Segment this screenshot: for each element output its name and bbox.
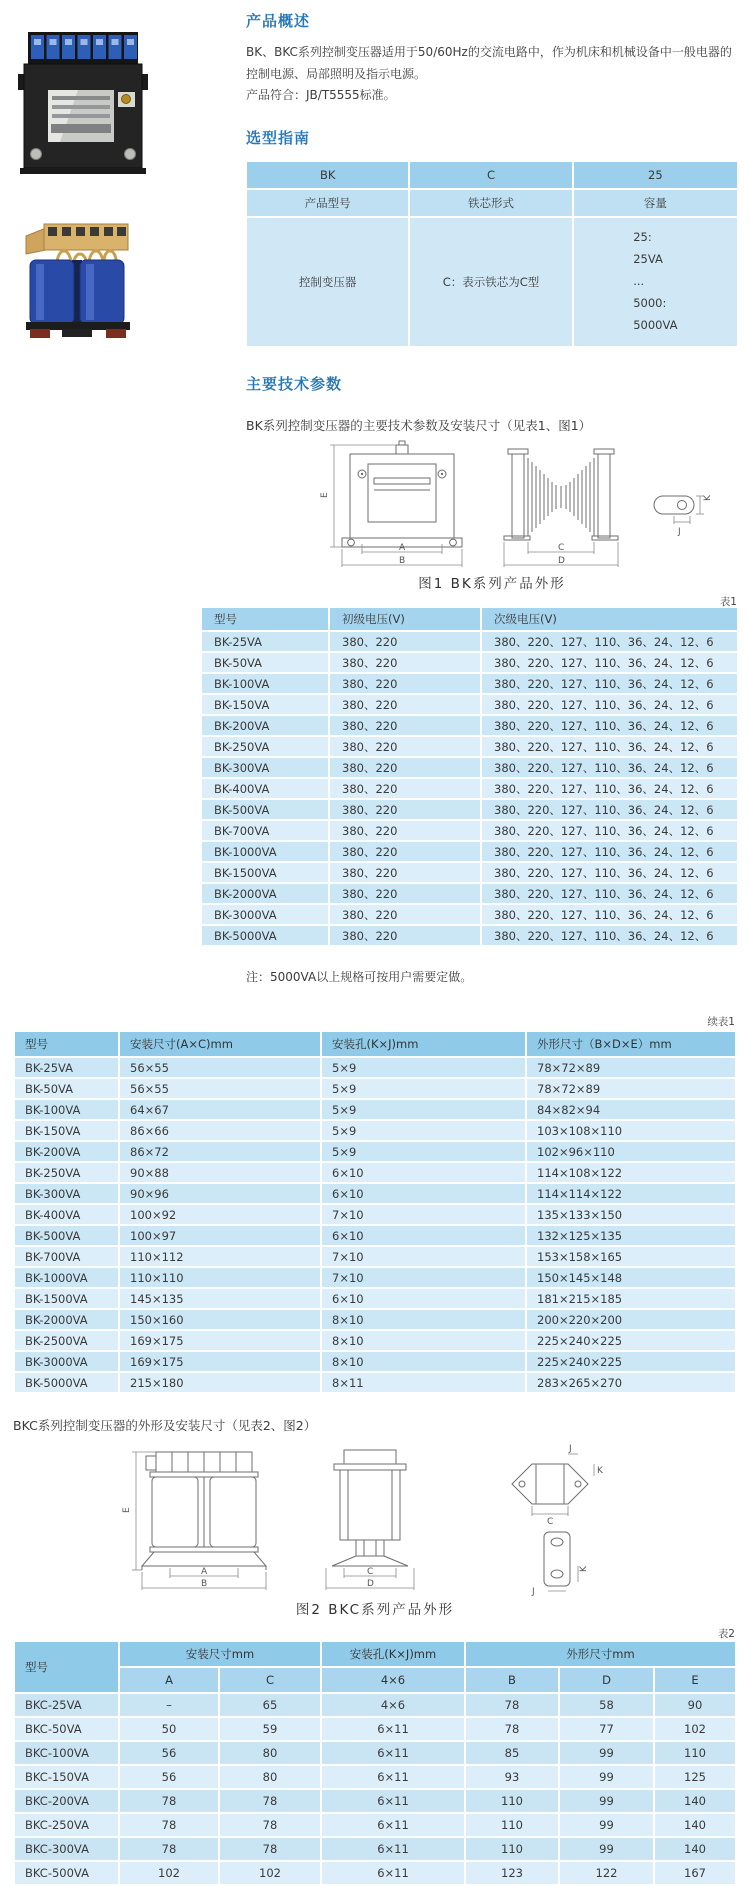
code-cell: C <box>410 162 573 188</box>
table-cell: 380、220、127、110、36、24、12、6 <box>482 863 737 882</box>
selection-label-row <box>247 190 737 216</box>
table-cell: 6×11 <box>322 1838 466 1860</box>
table-cell: BK-3000VA <box>202 905 330 924</box>
table-cell: 59 <box>220 1718 322 1740</box>
table-row <box>15 1862 735 1884</box>
table-cell: 380、220、127、110、36、24、12、6 <box>482 821 737 840</box>
table-cell: 6×10 <box>322 1289 527 1308</box>
table-cell: 7×10 <box>322 1247 527 1266</box>
table-cell: BK-700VA <box>202 821 330 840</box>
table-cell: BK-1000VA <box>202 842 330 861</box>
table-cell: BK-300VA <box>15 1184 120 1203</box>
label-cell: 铁芯形式 <box>410 190 573 216</box>
capacity-line: 5000VA <box>633 317 678 332</box>
table-cell: 90×96 <box>120 1184 322 1203</box>
table-cell: 110 <box>466 1838 560 1860</box>
table-cell: – <box>120 1694 220 1716</box>
table-cell: BK-1000VA <box>15 1268 120 1287</box>
table-cell: 380、220、127、110、36、24、12、6 <box>482 926 737 945</box>
table-cell: 380、220 <box>330 800 482 819</box>
table-cell: 140 <box>655 1838 735 1860</box>
table-cell: 6×11 <box>322 1718 466 1740</box>
table-cell: BK-100VA <box>202 674 330 693</box>
table-cell: 78×72×89 <box>527 1058 735 1077</box>
table-cell: 93 <box>466 1766 560 1788</box>
table-cell: 8×10 <box>322 1352 527 1371</box>
table-cell: 50 <box>120 1718 220 1740</box>
table-row <box>202 779 737 798</box>
table-cell: 380、220 <box>330 842 482 861</box>
table-cell: 380、220、127、110、36、24、12、6 <box>482 800 737 819</box>
table-cell: 102 <box>220 1862 322 1884</box>
bk-dimension-table <box>15 1030 735 1394</box>
table-cell: 380、220、127、110、36、24、12、6 <box>482 695 737 714</box>
table-cell: 380、220、127、110、36、24、12、6 <box>482 779 737 798</box>
table-row <box>202 884 737 903</box>
capacity-line: ... <box>633 274 645 289</box>
table-row <box>15 1205 735 1224</box>
table2-label: 表2 <box>717 1628 735 1640</box>
table-cell: 150×160 <box>120 1310 322 1329</box>
table-cell: BKC-50VA <box>15 1718 120 1740</box>
table-row <box>15 1814 735 1836</box>
table-row <box>15 1079 735 1098</box>
table-subheader-row <box>15 1668 735 1692</box>
subheader-d: D <box>560 1668 655 1692</box>
table-cell: 6×11 <box>322 1862 466 1884</box>
table-row <box>15 1742 735 1764</box>
table-cell: 80 <box>220 1742 322 1764</box>
bkc-dimension-table <box>15 1640 735 1886</box>
table-cell: 7×10 <box>322 1205 527 1224</box>
table-cell: BK-50VA <box>202 653 330 672</box>
table-row <box>15 1184 735 1203</box>
capacity-lines <box>633 227 677 336</box>
table-cell: BKC-150VA <box>15 1766 120 1788</box>
table-cell: 380、220 <box>330 632 482 651</box>
table-cell: 380、220 <box>330 695 482 714</box>
table-cell: 103×108×110 <box>527 1121 735 1140</box>
table-cell: 110 <box>466 1790 560 1812</box>
table-cell: 380、220 <box>330 674 482 693</box>
table-row <box>15 1100 735 1119</box>
table-cell: 84×82×94 <box>527 1100 735 1119</box>
table-cell: 380、220 <box>330 863 482 882</box>
table-cell: 380、220、127、110、36、24、12、6 <box>482 905 737 924</box>
table-cell: BK-400VA <box>15 1205 120 1224</box>
column-header-primary: 初级电压(V) <box>330 608 482 630</box>
table-cell: 169×175 <box>120 1352 322 1371</box>
table-cell: BK-5000VA <box>15 1373 120 1392</box>
table-cell: BK-700VA <box>15 1247 120 1266</box>
table-header-row <box>202 608 737 630</box>
bk-dimension-table-body <box>15 1058 735 1392</box>
table-row <box>15 1310 735 1329</box>
dim-label-a: A <box>399 543 406 553</box>
table-cell: 145×135 <box>120 1289 322 1308</box>
table-cell: 122 <box>560 1862 655 1884</box>
bkc-intro: BKC系列控制变压器的外形及安装尺寸（见表2、图2） <box>13 1418 317 1433</box>
table-cell: BK-2000VA <box>15 1310 120 1329</box>
selection-code-row <box>247 162 737 188</box>
table-cell: BK-1500VA <box>15 1289 120 1308</box>
bk-transformer-image <box>18 28 148 178</box>
table-cell: 78 <box>220 1790 322 1812</box>
table-cell: 100×97 <box>120 1226 322 1245</box>
table-row <box>202 905 737 924</box>
selection-value-row <box>247 218 737 346</box>
table-cell: BK-300VA <box>202 758 330 777</box>
table-cell: BK-50VA <box>15 1079 120 1098</box>
tech-intro: BK系列控制变压器的主要技术参数及安装尺寸（见表1、图1） <box>246 418 592 433</box>
selection-heading: 选型指南 <box>246 129 311 147</box>
table-row <box>15 1268 735 1287</box>
table-cell: 167 <box>655 1862 735 1884</box>
table-cell: 123 <box>466 1862 560 1884</box>
table-cell: 78 <box>120 1838 220 1860</box>
table-cell: 90×88 <box>120 1163 322 1182</box>
table-cell: 169×175 <box>120 1331 322 1350</box>
table-cell: 110 <box>466 1814 560 1836</box>
table-cell: 380、220、127、110、36、24、12、6 <box>482 674 737 693</box>
dim-label-d: D <box>367 1579 374 1589</box>
table-cell: 114×108×122 <box>527 1163 735 1182</box>
table-cell: BK-25VA <box>15 1058 120 1077</box>
table-cell: 380、220、127、110、36、24、12、6 <box>482 716 737 735</box>
table-cell: 77 <box>560 1718 655 1740</box>
table-cell: 200×220×200 <box>527 1310 735 1329</box>
table-cell: 99 <box>560 1838 655 1860</box>
table-cell: 380、220 <box>330 779 482 798</box>
table-row <box>15 1121 735 1140</box>
table-cell: 102 <box>655 1718 735 1740</box>
table-cell: 5×9 <box>322 1142 527 1161</box>
table-cell: 150×145×148 <box>527 1268 735 1287</box>
table-cell: BK-500VA <box>202 800 330 819</box>
table-row <box>15 1058 735 1077</box>
dim-label-c: C <box>547 1517 554 1527</box>
core-type-cell: C：表示铁芯为C型 <box>410 218 573 346</box>
table-row <box>15 1838 735 1860</box>
subheader-a: A <box>120 1668 220 1692</box>
table-cell: 132×125×135 <box>527 1226 735 1245</box>
table-cell: 283×265×270 <box>527 1373 735 1392</box>
table-row <box>15 1352 735 1371</box>
table-cell: BK-5000VA <box>202 926 330 945</box>
table-cell: 7×10 <box>322 1268 527 1287</box>
table-cell: BKC-250VA <box>15 1814 120 1836</box>
table-cell: BK-3000VA <box>15 1352 120 1371</box>
table-cell: 85 <box>466 1742 560 1764</box>
figure2-drawing <box>120 1444 640 1597</box>
table-cell: 6×11 <box>322 1742 466 1764</box>
table-cell: 6×10 <box>322 1226 527 1245</box>
dim-label-d: D <box>558 556 565 566</box>
dim-label-e: E <box>320 492 330 498</box>
table-cell: 225×240×225 <box>527 1331 735 1350</box>
table-row <box>202 653 737 672</box>
column-header-model: 型号 <box>15 1642 120 1692</box>
dim-label-c: C <box>558 543 565 553</box>
column-header-mounting-hole: 安装孔(K×J)mm <box>322 1032 527 1056</box>
capacity-line: 5000: <box>633 295 667 310</box>
table-cell: 110 <box>655 1742 735 1764</box>
table-cell: 56 <box>120 1742 220 1764</box>
table-row <box>15 1289 735 1308</box>
table-cell: 78 <box>120 1814 220 1836</box>
table-row <box>202 737 737 756</box>
table-cell: 8×10 <box>322 1310 527 1329</box>
dim-label-j: J <box>569 1444 572 1454</box>
bkc-transformer-image <box>22 222 134 340</box>
table-cell: 86×72 <box>120 1142 322 1161</box>
table-row <box>202 716 737 735</box>
table-cell: BKC-500VA <box>15 1862 120 1884</box>
table-cell: 135×133×150 <box>527 1205 735 1224</box>
table-cell: 80 <box>220 1766 322 1788</box>
column-header-model: 型号 <box>202 608 330 630</box>
table-row <box>202 926 737 945</box>
dim-label-c: C <box>367 1567 374 1577</box>
table-cell: 380、220、127、110、36、24、12、6 <box>482 632 737 651</box>
table-cell: 153×158×165 <box>527 1247 735 1266</box>
table-row <box>15 1718 735 1740</box>
table-cell: 86×66 <box>120 1121 322 1140</box>
table-cell: BK-2000VA <box>202 884 330 903</box>
table-cell: 102 <box>120 1862 220 1884</box>
table-cell: 6×11 <box>322 1814 466 1836</box>
table-row <box>15 1331 735 1350</box>
code-cell: 25 <box>574 162 737 188</box>
bk-product-photo <box>18 28 148 178</box>
table-cell: 380、220 <box>330 821 482 840</box>
table-cell: 64×67 <box>120 1100 322 1119</box>
overview-paragraph <box>246 42 738 107</box>
column-group-mounting-hole: 安装孔(K×J)mm <box>322 1642 466 1666</box>
table-cell: 5×9 <box>322 1079 527 1098</box>
table-cell: BK-500VA <box>15 1226 120 1245</box>
table-cell: 99 <box>560 1766 655 1788</box>
bk-voltage-table <box>202 606 737 947</box>
table-row <box>202 863 737 882</box>
table1-note: 注：5000VA以上规格可按用户需要定做。 <box>246 970 473 984</box>
table-cell: 380、220、127、110、36、24、12、6 <box>482 653 737 672</box>
figure1-caption: 图1 BK系列产品外形 <box>418 576 566 592</box>
capacity-line: 25: <box>633 230 652 245</box>
dim-label-j: J <box>532 1587 535 1597</box>
table-cell: 5×9 <box>322 1121 527 1140</box>
column-header-outline-size: 外形尺寸（B×D×E）mm <box>527 1032 735 1056</box>
table-row <box>15 1163 735 1182</box>
overview-line2: 产品符合：JB/T5555标准。 <box>246 88 396 103</box>
code-cell: BK <box>247 162 410 188</box>
table-cell: BK-200VA <box>15 1142 120 1161</box>
table-cell: 100×92 <box>120 1205 322 1224</box>
table-cell: 102×96×110 <box>527 1142 735 1161</box>
table-cell: 5×9 <box>322 1058 527 1077</box>
table-cell: 78×72×89 <box>527 1079 735 1098</box>
column-group-outline-size: 外形尺寸mm <box>466 1642 735 1666</box>
table-cell: 140 <box>655 1790 735 1812</box>
table-cell: BK-150VA <box>15 1121 120 1140</box>
table-cell: 78 <box>466 1718 560 1740</box>
table-cell: 380、220 <box>330 653 482 672</box>
table-cell: BKC-200VA <box>15 1790 120 1812</box>
figure2-caption: 图2 BKC系列产品外形 <box>295 1602 455 1618</box>
dim-label-e: E <box>122 1507 132 1513</box>
table-row <box>202 800 737 819</box>
table-row <box>15 1790 735 1812</box>
overview-heading: 产品概述 <box>246 12 311 30</box>
table-cell: 380、220、127、110、36、24、12、6 <box>482 737 737 756</box>
dim-label-b: B <box>399 556 406 566</box>
table-cell: BKC-25VA <box>15 1694 120 1716</box>
table-cell: BK-1500VA <box>202 863 330 882</box>
table-header-row <box>15 1032 735 1056</box>
table-cell: 6×11 <box>322 1766 466 1788</box>
table-cell: 78 <box>466 1694 560 1716</box>
table-cell: 8×10 <box>322 1331 527 1350</box>
table-cell: 78 <box>220 1814 322 1836</box>
table-cell: 65 <box>220 1694 322 1716</box>
table-cell: 380、220 <box>330 758 482 777</box>
table-cell: 380、220、127、110、36、24、12、6 <box>482 842 737 861</box>
dim-label-k: K <box>579 1566 589 1572</box>
table-cell: 110×112 <box>120 1247 322 1266</box>
capacity-cell <box>574 218 737 346</box>
table-row <box>202 674 737 693</box>
overview-line1: BK、BKC系列控制变压器适用于50/60Hz的交流电路中，作为机床和机械设备中一般电器的控制电源、局部照明及指示电源。 <box>246 45 732 81</box>
table-cell: 181×215×185 <box>527 1289 735 1308</box>
table-cell: 90 <box>655 1694 735 1716</box>
table-cell: 225×240×225 <box>527 1352 735 1371</box>
table-cell: 99 <box>560 1790 655 1812</box>
product-type-cell: 控制变压器 <box>247 218 410 346</box>
subheader-b: B <box>466 1668 560 1692</box>
table-cell: 380、220、127、110、36、24、12、6 <box>482 884 737 903</box>
table-cell: 380、220 <box>330 737 482 756</box>
table-cell: BK-25VA <box>202 632 330 651</box>
table-cell: BKC-300VA <box>15 1838 120 1860</box>
table1-label: 表1 <box>719 596 737 608</box>
table-row <box>202 842 737 861</box>
table-row <box>15 1226 735 1245</box>
table-row <box>15 1766 735 1788</box>
figure1-drawing <box>280 440 720 572</box>
table-cell: 380、220、127、110、36、24、12、6 <box>482 758 737 777</box>
table-cell: 8×11 <box>322 1373 527 1392</box>
table-row <box>15 1373 735 1392</box>
table-cell: 110×110 <box>120 1268 322 1287</box>
table-cell: BK-2500VA <box>15 1331 120 1350</box>
tech-heading: 主要技术参数 <box>246 375 343 393</box>
table-row <box>202 821 737 840</box>
table-cell: 380、220 <box>330 905 482 924</box>
bkc-dimension-table-body <box>15 1694 735 1884</box>
table-row <box>15 1247 735 1266</box>
column-header-model: 型号 <box>15 1032 120 1056</box>
table-cell: 56 <box>120 1766 220 1788</box>
table-cell: 215×180 <box>120 1373 322 1392</box>
table-cell: 4×6 <box>322 1694 466 1716</box>
table-cell: 99 <box>560 1814 655 1836</box>
column-group-mounting-size: 安装尺寸mm <box>120 1642 322 1666</box>
table-cell: 380、220 <box>330 884 482 903</box>
table-group-header-row <box>15 1642 735 1666</box>
table-cell: 78 <box>120 1790 220 1812</box>
bk-voltage-table-body <box>202 632 737 945</box>
table-cell: BK-200VA <box>202 716 330 735</box>
table-cell: 5×9 <box>322 1100 527 1119</box>
dim-label-k: K <box>703 495 713 501</box>
table-cell: BK-250VA <box>15 1163 120 1182</box>
table-row <box>15 1694 735 1716</box>
table-cell: 6×10 <box>322 1184 527 1203</box>
bkc-product-photo <box>22 222 134 340</box>
capacity-line: 25VA <box>633 252 663 267</box>
table-row <box>202 695 737 714</box>
dim-label-k: K <box>597 1466 603 1476</box>
column-header-mounting-size: 安装尺寸(A×C)mm <box>120 1032 322 1056</box>
dim-label-b: B <box>201 1579 208 1589</box>
table-row <box>202 632 737 651</box>
table-cell: 58 <box>560 1694 655 1716</box>
dim-label-j: J <box>678 527 681 537</box>
subheader-e: E <box>655 1668 735 1692</box>
label-cell: 容量 <box>574 190 737 216</box>
table-cell: 125 <box>655 1766 735 1788</box>
subheader-hole-size: 4×6 <box>322 1668 466 1692</box>
table-cell: 56×55 <box>120 1058 322 1077</box>
table-row <box>15 1142 735 1161</box>
table-row <box>202 758 737 777</box>
table-cell: BK-250VA <box>202 737 330 756</box>
table-cell: 99 <box>560 1742 655 1764</box>
table-cell: 114×114×122 <box>527 1184 735 1203</box>
column-header-secondary: 次级电压(V) <box>482 608 737 630</box>
table-cell: 6×11 <box>322 1790 466 1812</box>
table-cell: 56×55 <box>120 1079 322 1098</box>
table-cell: 380、220 <box>330 716 482 735</box>
selection-table <box>247 160 737 348</box>
table-cell: 78 <box>220 1838 322 1860</box>
dim-label-a: A <box>201 1567 208 1577</box>
subheader-c: C <box>220 1668 322 1692</box>
table-cell: 140 <box>655 1814 735 1836</box>
label-cell: 产品型号 <box>247 190 410 216</box>
cont-table-label: 续表1 <box>707 1016 735 1028</box>
table-cell: BK-100VA <box>15 1100 120 1119</box>
table-cell: 6×10 <box>322 1163 527 1182</box>
table-cell: BK-400VA <box>202 779 330 798</box>
table-cell: BKC-100VA <box>15 1742 120 1764</box>
table-cell: BK-150VA <box>202 695 330 714</box>
table-cell: 380、220 <box>330 926 482 945</box>
